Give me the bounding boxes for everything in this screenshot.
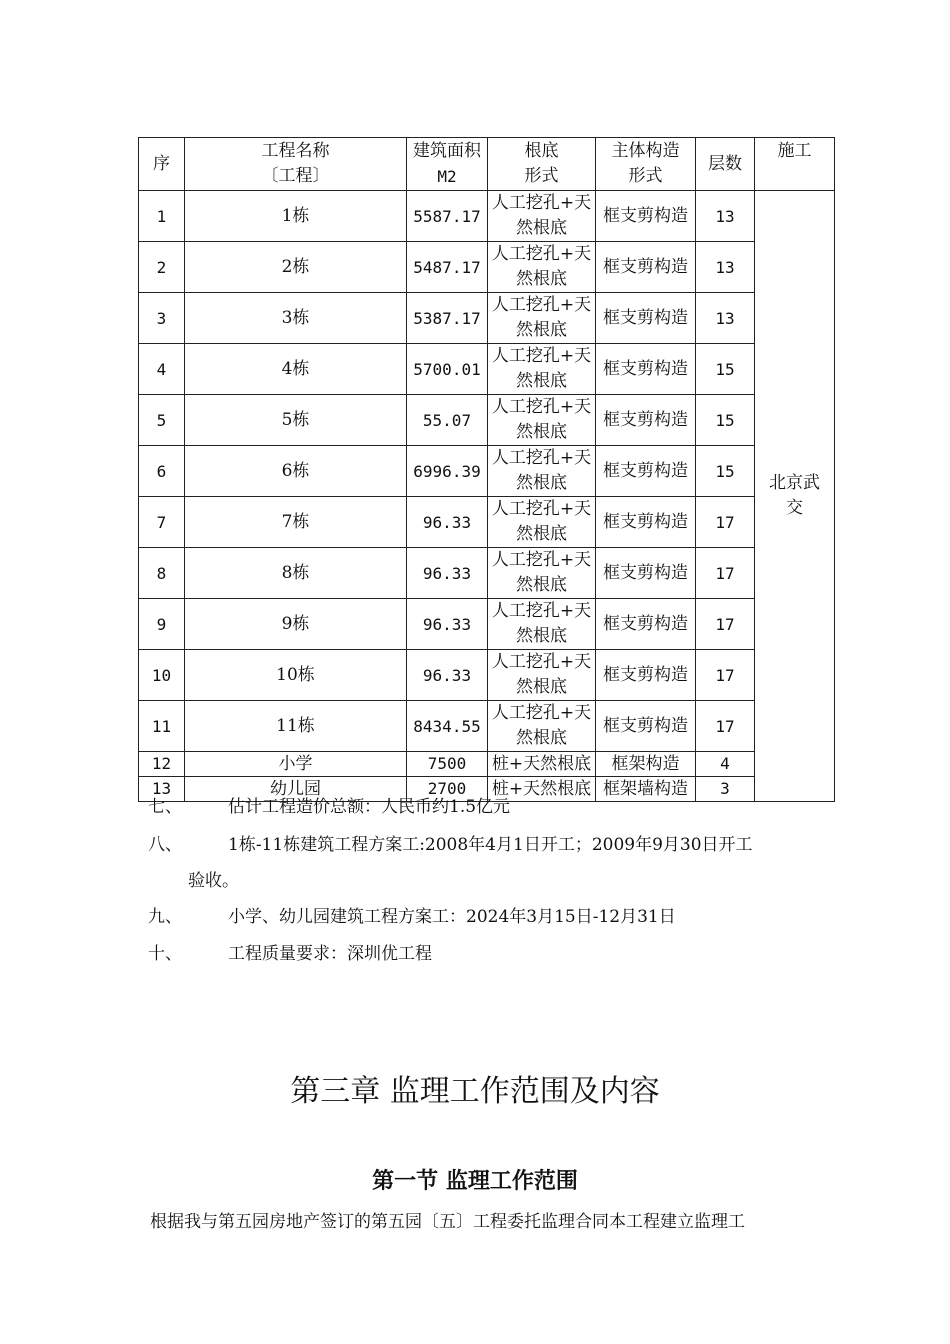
cell-seq: 13 xyxy=(139,777,185,802)
header-structure: 主体构造 形式 xyxy=(596,138,696,191)
cell-name: 11栋 xyxy=(185,701,407,752)
item-text: 估计工程造价总额：人民币约1.5亿元 xyxy=(228,797,511,817)
cell-area: 5487.17 xyxy=(407,242,488,293)
cell-area: 5587.17 xyxy=(407,191,488,242)
cell-structure: 框架构造 xyxy=(596,752,696,777)
cell-area: 96.33 xyxy=(407,650,488,701)
foundation-line: 然根底 xyxy=(516,575,567,595)
cell-floors: 15 xyxy=(696,395,755,446)
table-header-row xyxy=(139,138,835,191)
cell-name: 7栋 xyxy=(185,497,407,548)
cell-foundation xyxy=(488,599,596,650)
cell-seq: 11 xyxy=(139,701,185,752)
cell-name: 8栋 xyxy=(185,548,407,599)
cell-floors: 4 xyxy=(696,752,755,777)
cell-seq: 12 xyxy=(139,752,185,777)
cell-name: 6栋 xyxy=(185,446,407,497)
foundation-line: 然根底 xyxy=(516,524,567,544)
cell-foundation xyxy=(488,293,596,344)
cell-seq: 5 xyxy=(139,395,185,446)
cell-name: 3栋 xyxy=(185,293,407,344)
cell-foundation xyxy=(488,395,596,446)
cell-area: 5387.17 xyxy=(407,293,488,344)
cell-seq: 6 xyxy=(139,446,185,497)
cell-structure: 框支剪构造 xyxy=(596,293,696,344)
foundation-line: 然根底 xyxy=(516,269,567,289)
cell-structure: 框支剪构造 xyxy=(596,599,696,650)
foundation-line: 然根底 xyxy=(516,371,567,391)
foundation-line: 人工挖孔+天 xyxy=(491,295,592,315)
cell-structure: 框支剪构造 xyxy=(596,395,696,446)
item-text: 1栋-11栋建筑工程方案工:2008年4月1日开工；2009年9月30日开工 xyxy=(228,835,753,855)
table-row xyxy=(139,242,835,293)
item-text: 工程质量要求：深圳优工程 xyxy=(228,944,432,964)
cell-foundation xyxy=(488,701,596,752)
table-row xyxy=(139,650,835,701)
header-builder: 施工 xyxy=(755,138,835,191)
item-label: 十、 xyxy=(148,944,182,964)
table-row xyxy=(139,497,835,548)
cell-name: 4栋 xyxy=(185,344,407,395)
cell-area: 96.33 xyxy=(407,599,488,650)
cell-foundation xyxy=(488,344,596,395)
cell-floors: 13 xyxy=(696,191,755,242)
cell-structure: 框支剪构造 xyxy=(596,497,696,548)
table-row xyxy=(139,446,835,497)
table-row xyxy=(139,191,835,242)
foundation-line: 人工挖孔+天 xyxy=(491,193,592,213)
cell-area: 96.33 xyxy=(407,548,488,599)
cell-seq: 10 xyxy=(139,650,185,701)
cell-foundation xyxy=(488,446,596,497)
cell-foundation xyxy=(488,191,596,242)
foundation-line: 人工挖孔+天 xyxy=(491,550,592,570)
cell-name: 幼儿园 xyxy=(185,777,407,802)
body-paragraph: 根据我与第五园房地产签订的第五园〔五〕工程委托监理合同本工程建立监理工 xyxy=(150,1212,745,1232)
cell-floors: 17 xyxy=(696,650,755,701)
foundation-line: 然根底 xyxy=(516,626,567,646)
table-row xyxy=(139,548,835,599)
builder-line: 交 xyxy=(786,498,803,518)
cell-foundation xyxy=(488,548,596,599)
cell-seq: 4 xyxy=(139,344,185,395)
cell-seq: 2 xyxy=(139,242,185,293)
cell-name: 1栋 xyxy=(185,191,407,242)
cell-structure: 框支剪构造 xyxy=(596,344,696,395)
cell-floors: 15 xyxy=(696,446,755,497)
foundation-line: 人工挖孔+天 xyxy=(491,499,592,519)
header-foundation: 根底 形式 xyxy=(488,138,596,191)
foundation-line: 人工挖孔+天 xyxy=(491,652,592,672)
table-row xyxy=(139,395,835,446)
header-area: 建筑面积 M2 xyxy=(407,138,488,191)
cell-area: 2700 xyxy=(407,777,488,802)
cell-name: 5栋 xyxy=(185,395,407,446)
chapter-title: 第三章 监理工作范围及内容 xyxy=(290,1074,660,1109)
item-label: 七、 xyxy=(148,797,182,817)
foundation-line: 桩+天然根底 xyxy=(491,754,592,774)
cell-foundation xyxy=(488,650,596,701)
cell-structure: 框支剪构造 xyxy=(596,446,696,497)
section-title: 第一节 监理工作范围 xyxy=(372,1168,578,1194)
table-row xyxy=(139,752,835,777)
table-row xyxy=(139,293,835,344)
foundation-line: 然根底 xyxy=(516,320,567,340)
foundation-line: 然根底 xyxy=(516,677,567,697)
item-label: 九、 xyxy=(148,907,182,927)
cell-area: 7500 xyxy=(407,752,488,777)
cell-name: 10栋 xyxy=(185,650,407,701)
project-table xyxy=(138,137,835,802)
cell-floors: 17 xyxy=(696,701,755,752)
cell-area: 55.07 xyxy=(407,395,488,446)
cell-builder xyxy=(755,191,835,802)
foundation-line: 然根底 xyxy=(516,422,567,442)
foundation-line: 人工挖孔+天 xyxy=(491,448,592,468)
cell-structure: 框支剪构造 xyxy=(596,242,696,293)
cell-seq: 9 xyxy=(139,599,185,650)
cell-foundation xyxy=(488,752,596,777)
cell-structure: 框架墙构造 xyxy=(596,777,696,802)
foundation-line: 然根底 xyxy=(516,728,567,748)
cell-foundation xyxy=(488,497,596,548)
foundation-line: 桩+天然根底 xyxy=(491,779,592,799)
builder-line: 北京武 xyxy=(769,473,820,493)
cell-area: 6996.39 xyxy=(407,446,488,497)
cell-seq: 8 xyxy=(139,548,185,599)
cell-structure: 框支剪构造 xyxy=(596,191,696,242)
header-floors: 层数 xyxy=(696,138,755,191)
foundation-line: 人工挖孔+天 xyxy=(491,703,592,723)
cell-area: 96.33 xyxy=(407,497,488,548)
cell-name: 2栋 xyxy=(185,242,407,293)
header-seq: 序 xyxy=(139,138,185,191)
cell-seq: 7 xyxy=(139,497,185,548)
foundation-line: 人工挖孔+天 xyxy=(491,244,592,264)
cell-structure: 框支剪构造 xyxy=(596,650,696,701)
item-text-continuation: 验收。 xyxy=(188,871,239,891)
table-row xyxy=(139,701,835,752)
table-row xyxy=(139,599,835,650)
cell-seq: 1 xyxy=(139,191,185,242)
cell-structure: 框支剪构造 xyxy=(596,701,696,752)
cell-area: 5700.01 xyxy=(407,344,488,395)
foundation-line: 人工挖孔+天 xyxy=(491,601,592,621)
item-text: 小学、幼儿园建筑工程方案工：2024年3月15日-12月31日 xyxy=(228,907,676,927)
foundation-line: 然根底 xyxy=(516,473,567,493)
cell-floors: 13 xyxy=(696,293,755,344)
table-row xyxy=(139,344,835,395)
item-label: 八、 xyxy=(148,835,182,855)
cell-floors: 15 xyxy=(696,344,755,395)
foundation-line: 人工挖孔+天 xyxy=(491,397,592,417)
cell-floors: 17 xyxy=(696,548,755,599)
cell-floors: 3 xyxy=(696,777,755,802)
cell-structure: 框支剪构造 xyxy=(596,548,696,599)
cell-area: 8434.55 xyxy=(407,701,488,752)
cell-name: 9栋 xyxy=(185,599,407,650)
foundation-line: 人工挖孔+天 xyxy=(491,346,592,366)
cell-foundation xyxy=(488,242,596,293)
cell-seq: 3 xyxy=(139,293,185,344)
cell-floors: 17 xyxy=(696,599,755,650)
cell-floors: 17 xyxy=(696,497,755,548)
header-name: 工程名称 〔工程〕 xyxy=(185,138,407,191)
foundation-line: 然根底 xyxy=(516,218,567,238)
cell-floors: 13 xyxy=(696,242,755,293)
cell-name: 小学 xyxy=(185,752,407,777)
